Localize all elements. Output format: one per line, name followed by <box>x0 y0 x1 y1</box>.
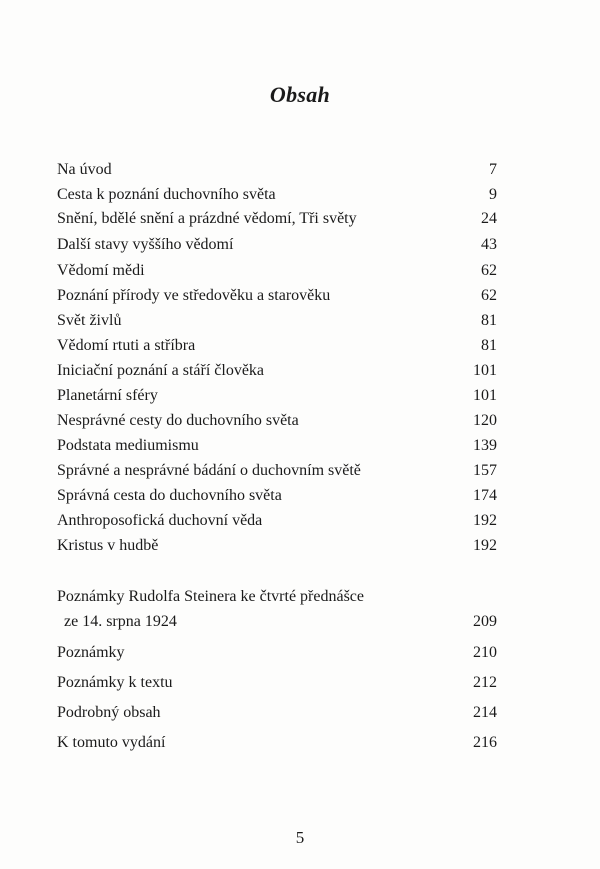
toc-entry-title: Nesprávné cesty do duchovního světa <box>57 412 299 429</box>
toc-entry-page: 24 <box>481 210 497 227</box>
toc-entry-title: Podrobný obsah <box>57 704 161 721</box>
toc-entry-title: Poznámky Rudolfa Steinera ke čtvrté přednášce <box>57 588 364 605</box>
toc-entry <box>57 436 497 456</box>
toc-entry-page: 120 <box>473 412 497 429</box>
toc-entry <box>57 411 497 431</box>
toc-entry-title: Cesta k poznání duchovního světa <box>57 186 276 203</box>
toc-entry-page: 62 <box>481 287 497 304</box>
toc-entry-page: 101 <box>473 387 497 404</box>
toc-entry <box>57 235 497 255</box>
toc-entry <box>57 386 497 406</box>
toc-appendix-entry <box>57 733 497 753</box>
toc-entry-title: Poznání přírody ve středověku a starověku <box>57 287 331 304</box>
toc-entry <box>57 160 497 180</box>
toc-entry <box>57 311 497 331</box>
toc-entry <box>57 261 497 281</box>
toc-entry-page: 210 <box>473 644 497 661</box>
toc-entry <box>57 185 497 205</box>
toc-entry-title: Na úvod <box>57 161 112 178</box>
toc-appendix-entry <box>57 612 497 632</box>
toc-entry-title: Snění, bdělé snění a prázdné vědomí, Tři světy <box>57 210 357 227</box>
toc-entry-title: Poznámky <box>57 644 125 661</box>
toc-entry-page: 62 <box>481 262 497 279</box>
toc-entry-page: 174 <box>473 487 497 504</box>
toc-entry-title: Poznámky k textu <box>57 674 173 691</box>
toc-entry <box>57 361 497 381</box>
toc-entry-title: ze 14. srpna 1924 <box>64 613 177 630</box>
page-number: 5 <box>295 828 305 847</box>
toc-entry-title: Planetární sféry <box>57 387 158 404</box>
toc-entry <box>57 511 497 531</box>
toc-entry-page: 9 <box>489 186 497 203</box>
toc-entry-page: 192 <box>473 537 497 554</box>
toc-entry <box>57 536 497 556</box>
toc-entry <box>57 286 497 306</box>
toc-entry-title: Kristus v hudbě <box>57 537 159 554</box>
toc-entry-title: Vědomí rtuti a stříbra <box>57 337 196 354</box>
toc-appendix-entry <box>57 673 497 693</box>
toc-entry-page: 157 <box>473 462 497 479</box>
toc-entry-page: 214 <box>473 704 497 721</box>
toc-entry-page: 216 <box>473 734 497 751</box>
toc-entry-page: 139 <box>473 437 497 454</box>
toc-entry-title: Další stavy vyššího vědomí <box>57 236 234 253</box>
toc-entry <box>57 486 497 506</box>
toc-entry-title: Vědomí mědi <box>57 262 145 279</box>
toc-entry <box>57 209 497 229</box>
toc-entry-page: 81 <box>481 337 497 354</box>
toc-entry-title: Svět živlů <box>57 312 122 329</box>
toc-entry-title: K tomuto vydání <box>57 734 166 751</box>
toc-entry-page: 209 <box>473 613 497 630</box>
toc-entry-title: Správná cesta do duchovního světa <box>57 487 282 504</box>
toc-appendix-entry <box>57 643 497 663</box>
toc-entry-title: Anthroposofická duchovní věda <box>57 512 263 529</box>
toc-entry <box>57 336 497 356</box>
toc-entry-title: Iniciační poznání a stáří člověka <box>57 362 265 379</box>
toc-entry-title: Podstata mediumismu <box>57 437 199 454</box>
toc-entry-page: 101 <box>473 362 497 379</box>
toc-entry-page: 192 <box>473 512 497 529</box>
toc-entry-page: 43 <box>481 236 497 253</box>
toc-entry-page: 212 <box>473 674 497 691</box>
toc-entry-title: Správné a nesprávné bádání o duchovním světě <box>57 462 361 479</box>
toc-entry-page: 7 <box>489 161 497 178</box>
toc-entry-page: 81 <box>481 312 497 329</box>
toc-appendix-entry <box>57 703 497 723</box>
page-title: Obsah <box>269 82 331 107</box>
toc-entry <box>57 461 497 481</box>
toc-appendix-entry <box>57 587 497 607</box>
